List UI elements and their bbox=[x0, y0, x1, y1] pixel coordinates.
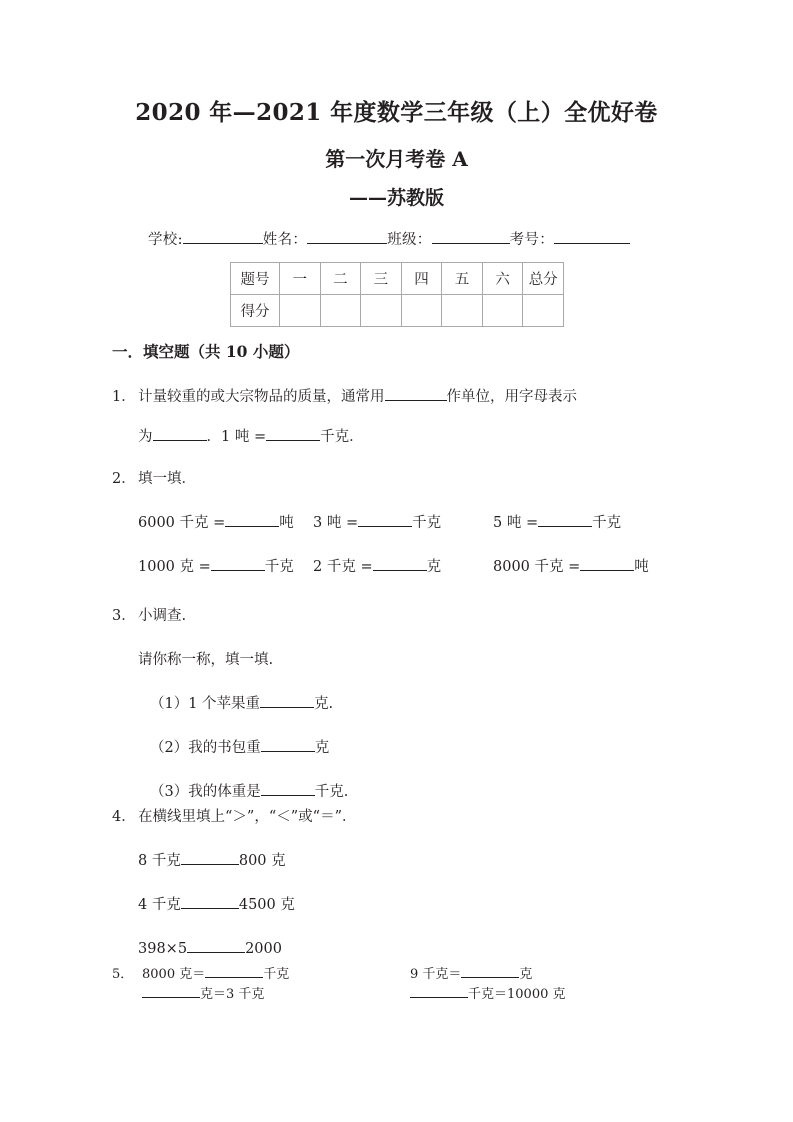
exam-no-input-blank[interactable] bbox=[554, 243, 630, 244]
question-3-item-2 bbox=[112, 737, 712, 759]
question-3-sub-prompt-line bbox=[112, 649, 712, 671]
question-1-blank-1[interactable] bbox=[385, 400, 447, 401]
score-table-col-1: 一 bbox=[280, 263, 321, 295]
question-5-item-2-blank[interactable] bbox=[461, 977, 519, 978]
score-table-row-label: 题号 bbox=[231, 263, 280, 295]
question-3-item-2-unit: 克 bbox=[314, 740, 330, 756]
question-2-prompt-line bbox=[112, 468, 712, 490]
question-5-item-2-unit: 克 bbox=[519, 967, 533, 982]
score-table-col-4: 四 bbox=[401, 263, 442, 295]
question-1-blank-3[interactable] bbox=[266, 440, 320, 441]
question-5 bbox=[112, 966, 712, 1004]
question-2-item-2-blank[interactable] bbox=[358, 526, 412, 527]
question-1-line-2 bbox=[112, 426, 712, 448]
question-2-item-5 bbox=[313, 556, 493, 578]
question-3 bbox=[112, 605, 712, 803]
table-row-scores bbox=[231, 295, 564, 327]
question-2-item-2-unit: 千克 bbox=[412, 515, 442, 531]
question-2-item-2 bbox=[313, 512, 493, 534]
score-row-label: 得分 bbox=[231, 295, 280, 327]
question-2-item-6-label: 8000 千克 = bbox=[493, 559, 581, 575]
question-4 bbox=[112, 806, 712, 960]
class-input-blank[interactable] bbox=[432, 243, 510, 244]
score-cell-6[interactable] bbox=[482, 295, 523, 327]
question-3-prompt: 小调查. bbox=[138, 608, 187, 624]
question-1-blank-2[interactable] bbox=[153, 440, 207, 441]
question-3-item-3 bbox=[112, 781, 712, 803]
question-2-item-6-blank[interactable] bbox=[580, 570, 634, 571]
page-edition: ——苏教版 bbox=[348, 187, 444, 209]
score-cell-2[interactable] bbox=[320, 295, 361, 327]
question-5-item-4-unit: 千克＝10000 克 bbox=[468, 987, 566, 1002]
title-block bbox=[0, 96, 793, 214]
school-label: 学校: bbox=[148, 232, 183, 248]
question-2-item-4-unit: 千克 bbox=[264, 559, 294, 575]
question-4-item-3-blank[interactable] bbox=[187, 952, 245, 953]
question-1-line-1 bbox=[112, 386, 712, 408]
score-table-total-label: 总分 bbox=[523, 263, 564, 295]
question-3-item-3-label: （3）我的体重是 bbox=[150, 784, 261, 800]
page-subtitle: 第一次月考卷 A bbox=[325, 147, 468, 171]
name-label: 姓名： bbox=[262, 232, 308, 248]
question-4-item-2-blank[interactable] bbox=[181, 908, 239, 909]
section-heading-fill-in-blanks: 一．填空题（共 10 小题） bbox=[112, 342, 300, 361]
question-4-prompt-line bbox=[112, 806, 712, 828]
question-2-item-1 bbox=[138, 512, 313, 534]
question-4-item-3-right: 2000 bbox=[245, 941, 282, 957]
question-4-item-3-left: 398×5 bbox=[138, 941, 188, 957]
question-2-item-3-label: 5 吨 = bbox=[493, 515, 539, 531]
question-1-number: 1． bbox=[112, 389, 136, 405]
question-3-item-3-blank[interactable] bbox=[261, 795, 315, 796]
question-5-item-4-blank[interactable] bbox=[410, 997, 468, 998]
question-3-sub-prompt: 请你称一称，填一填. bbox=[138, 652, 274, 668]
question-3-prompt-line bbox=[112, 605, 712, 627]
question-5-item-2-label: 9 千克＝ bbox=[410, 967, 462, 982]
question-1-text-a: 计量较重的或大宗物品的质量，通常用 bbox=[138, 389, 385, 405]
score-table-col-5: 五 bbox=[442, 263, 483, 295]
question-2-item-5-blank[interactable] bbox=[373, 570, 427, 571]
question-5-item-1-label: 8000 克＝ bbox=[142, 967, 206, 982]
question-2-item-4 bbox=[138, 556, 313, 578]
question-2-number: 2． bbox=[112, 471, 136, 487]
question-2-item-2-label: 3 吨 = bbox=[313, 515, 359, 531]
school-input-blank[interactable] bbox=[183, 243, 263, 244]
name-input-blank[interactable] bbox=[307, 243, 387, 244]
question-3-item-1-label: （1）1 个苹果重 bbox=[150, 696, 261, 712]
question-2-item-1-unit: 吨 bbox=[279, 515, 294, 531]
question-5-item-2 bbox=[410, 966, 532, 984]
question-5-item-3 bbox=[142, 986, 410, 1004]
question-3-item-2-label: （2）我的书包重 bbox=[150, 740, 261, 756]
question-5-item-1 bbox=[142, 966, 410, 984]
class-label: 班级： bbox=[387, 232, 432, 248]
score-cell-total[interactable] bbox=[523, 295, 564, 327]
question-2-item-3-blank[interactable] bbox=[538, 526, 592, 527]
question-3-item-1-unit: 克. bbox=[314, 696, 334, 712]
student-info-line bbox=[148, 229, 630, 251]
question-4-item-3 bbox=[112, 938, 712, 960]
question-4-item-1-left: 8 千克 bbox=[138, 853, 181, 869]
question-2-item-3-unit: 千克 bbox=[592, 515, 622, 531]
question-2-item-4-label: 1000 克 = bbox=[138, 559, 211, 575]
question-5-item-3-blank[interactable] bbox=[142, 997, 200, 998]
question-4-item-2-left: 4 千克 bbox=[138, 897, 181, 913]
question-2-item-4-blank[interactable] bbox=[211, 570, 265, 571]
question-1-text-e: 千克． bbox=[320, 429, 364, 445]
question-5-row-2 bbox=[112, 986, 712, 1004]
question-4-prompt: 在横线里填上“＞”，“＜”或“＝”． bbox=[138, 809, 357, 825]
question-5-item-1-blank[interactable] bbox=[205, 977, 263, 978]
score-cell-4[interactable] bbox=[401, 295, 442, 327]
score-table-col-6: 六 bbox=[482, 263, 523, 295]
question-4-item-1-right: 800 克 bbox=[238, 853, 286, 869]
question-2-item-6-unit: 吨 bbox=[634, 559, 649, 575]
question-2-item-1-label: 6000 千克 = bbox=[138, 515, 226, 531]
score-table bbox=[230, 262, 564, 327]
question-2-item-3 bbox=[493, 512, 621, 534]
question-1-text-d: ．1 吨 = bbox=[206, 429, 267, 445]
question-2-item-6 bbox=[493, 556, 649, 578]
question-5-item-1-unit: 千克 bbox=[263, 967, 290, 982]
question-4-number: 4． bbox=[112, 809, 136, 825]
question-3-item-1-blank[interactable] bbox=[260, 707, 314, 708]
question-4-item-1-blank[interactable] bbox=[181, 864, 239, 865]
question-4-item-1 bbox=[112, 850, 712, 872]
question-2 bbox=[112, 468, 712, 578]
score-table-col-3: 三 bbox=[361, 263, 402, 295]
question-3-item-3-unit: 千克. bbox=[314, 784, 349, 800]
page-title: 2020 年—2021 年度数学三年级（上）全优好卷 bbox=[135, 99, 658, 126]
score-cell-5[interactable] bbox=[442, 295, 483, 327]
question-4-item-2-right: 4500 克 bbox=[238, 897, 295, 913]
question-5-item-4 bbox=[410, 986, 566, 1004]
score-cell-3[interactable] bbox=[361, 295, 402, 327]
question-1-text-b: 作单位，用字母表示 bbox=[446, 389, 577, 405]
question-2-row-1 bbox=[112, 512, 712, 534]
question-5-row-1 bbox=[112, 966, 712, 984]
question-3-item-1 bbox=[112, 693, 712, 715]
question-2-item-5-label: 2 千克 = bbox=[313, 559, 373, 575]
question-2-item-1-blank[interactable] bbox=[225, 526, 279, 527]
question-2-row-2 bbox=[112, 556, 712, 578]
question-3-item-2-blank[interactable] bbox=[261, 751, 315, 752]
exam-no-label: 考号： bbox=[509, 232, 555, 248]
question-2-prompt: 填一填． bbox=[138, 471, 196, 487]
question-1-text-c: 为 bbox=[138, 429, 153, 445]
question-4-item-2 bbox=[112, 894, 712, 916]
question-5-number: 5． bbox=[112, 967, 134, 982]
question-2-item-5-unit: 克 bbox=[426, 559, 442, 575]
question-3-number: 3． bbox=[112, 608, 136, 624]
score-cell-1[interactable] bbox=[280, 295, 321, 327]
question-1 bbox=[112, 386, 712, 448]
score-table-col-2: 二 bbox=[320, 263, 361, 295]
table-row-header bbox=[231, 263, 564, 295]
question-5-item-3-unit: 克＝3 千克 bbox=[200, 987, 265, 1002]
